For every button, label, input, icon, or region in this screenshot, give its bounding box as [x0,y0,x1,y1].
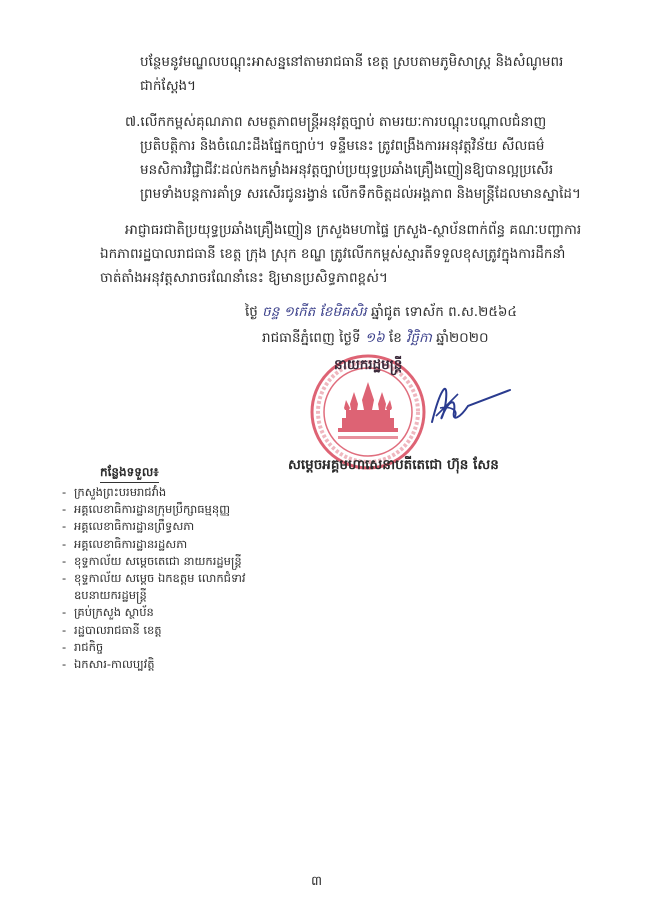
distribution-item-label: អគ្គលេខាធិការដ្ឋានរដ្ឋសភា [74,536,188,551]
solar-date-day: ១៦ [364,330,385,346]
list-dash: - [62,502,67,517]
distribution-item-label: ខុទ្ទកាល័យ សម្តេច ឯកឧត្តម លោកជំទាវ [74,571,246,586]
list-dash: - [62,571,67,586]
list-dash: - [62,657,67,672]
distribution-item-label: រដ្ឋបាលរាជធានី ខេត្ត [74,622,162,637]
list-dash: - [62,605,67,620]
body-line: ប្រតិបត្តិការ និងចំណេះដឹងផ្នែកច្បាប់។ ទន្ទឹមនេះ ត្រូវពង្រឹងការអនុវត្តវិន័យ សីលធម៌ [140,138,545,154]
distribution-item-label: គ្រប់ក្រសួង ស្ថាប័ន [74,605,154,620]
solar-date-month: វិច្ឆិកា [406,330,432,346]
list-dash: - [62,519,67,534]
distribution-item [62,639,246,656]
list-dash: - [62,536,67,551]
solar-date-mid: ខែ [388,330,402,346]
body-line: ចាត់តាំងអនុវត្តសារាចរណែនាំនេះ ឱ្យមានប្រសិទ្ធភាពខ្ពស់។ [100,270,388,286]
distribution-item [62,484,246,501]
body-line: ជាក់ស្តែង។ [140,78,197,94]
distribution-item [62,570,246,587]
signer-name: សម្តេចអគ្គមហាសេនាបតីតេជោ ហ៊ុន សែន [288,457,499,473]
distribution-item-label: ខុទ្ទកាល័យ សម្តេចតេជោ នាយករដ្ឋមន្ត្រី [74,553,242,568]
list-dash: - [62,553,67,568]
signature-icon [410,360,520,440]
body-line: ឯកភាពរដ្ឋបាលរាជធានី ខេត្ត ក្រុង ស្រុក ខណ្ឌ ត្រូវលើកកម្ពស់ស្មារតីទទួលខុសត្រូវក្នុងការដឹកនាំ [100,246,566,262]
solar-date-prefix: រាជធានីភ្នំពេញ ថ្ងៃទី [262,330,361,346]
page-number: ៣ [311,874,323,889]
distribution-item-label: ឯកសារ-កាលប្បវត្តិ [74,657,155,672]
distribution-item-label: ឧបនាយករដ្ឋមន្ត្រី [74,588,147,603]
body-line: អាជ្ញាធរជាតិប្រយុទ្ធប្រឆាំងគ្រឿងញៀន ក្រសួងមហាផ្ទៃ ក្រសួង-ស្ថាប័នពាក់ព័ន្ធ គណៈបញ្ជាការ [125,222,582,238]
distribution-item [62,622,246,639]
position-title: នាយករដ្ឋមន្ត្រី [334,357,403,373]
lunar-date-line [245,302,517,322]
distribution-item [62,587,246,604]
body-line: ៧.លើកកម្ពស់គុណភាព សមត្ថភាពមន្ត្រីអនុវត្តច្បាប់ តាមរយៈការបណ្តុះបណ្តាលជំនាញ [125,114,547,130]
distribution-item [62,604,246,621]
distribution-item [62,518,246,535]
body-line: មនសិការវិជ្ជាជីវៈដល់កងកម្លាំងអនុវត្តច្បាប់ប្រយុទ្ធប្រឆាំងគ្រឿងញៀនឱ្យបានល្អប្រសើរ [140,162,554,178]
distribution-item-label: ក្រសួងព្រះបរមរាជវាំង [74,485,167,499]
distribution-item [62,536,246,553]
distribution-list [62,484,246,673]
solar-date-line [262,328,489,348]
distribution-item-label: រាជកិច្ច [74,639,104,654]
distribution-item [62,553,246,570]
distribution-item-label: អគ្គលេខាធិការដ្ឋានព្រឹទ្ធសភា [74,519,195,534]
distribution-item [62,656,246,673]
lunar-date-suffix: ឆ្នាំជូត ទោស័ក ព.ស.២៥៦៤ [370,304,517,320]
lunar-date-handwritten: ចន្ទ ១កើត ខែមិគសិរ [262,304,367,320]
list-dash: - [62,639,67,654]
lunar-date-prefix: ថ្ងៃ [245,304,258,320]
distribution-item [62,501,246,518]
body-line: ព្រមទាំងបន្តការគាំទ្រ សរសើរជូនរង្វាន់ លើកទឹកចិត្តដល់អង្គភាព និងមន្ត្រីដែលមានស្នាដៃ។ [140,186,581,202]
distribution-heading: កន្លែងទទួល៖ [100,464,159,483]
list-dash: - [62,485,67,499]
body-line: បន្ថែមនូវមណ្ឌលបណ្តុះអាសន្ននៅតាមរាជធានី ខេត្ត ស្របតាមភូមិសាស្ត្រ និងសំណូមពរ [140,54,564,70]
list-dash: - [62,622,67,637]
distribution-item-label: អគ្គលេខាធិការដ្ឋានក្រុមប្រឹក្សាធម្មនុញ្ញ [74,502,231,517]
solar-date-suffix: ឆ្នាំ២០២០ [436,330,489,346]
